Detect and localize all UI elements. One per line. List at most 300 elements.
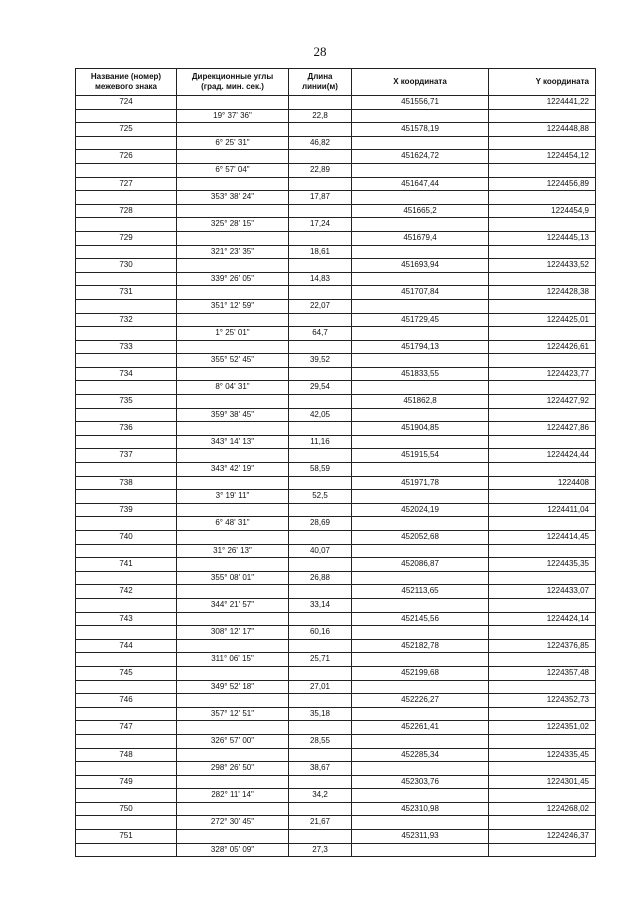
line-length-cell: 34,2 [289,789,352,803]
table-row-segment [76,218,596,232]
line-length-cell: 39,52 [289,354,352,368]
empty-name-cell [76,517,177,531]
table-row-segment [76,435,596,449]
empty-x-cell [352,408,489,422]
point-name-cell: 736 [76,422,177,436]
table-row-point [76,639,596,653]
empty-name-cell [76,734,177,748]
empty-angle-cell [177,531,289,545]
empty-x-cell [352,381,489,395]
point-name-cell: 731 [76,286,177,300]
table-row-segment [76,571,596,585]
line-length-cell: 25,71 [289,653,352,667]
table-row-segment [76,598,596,612]
table-row-point [76,286,596,300]
empty-y-cell [489,680,596,694]
y-coordinate-cell: 1224448,88 [489,123,596,137]
header-point-name: Название (номер) межевого знака [76,69,177,96]
direction-angle-cell: 1° 25' 01" [177,327,289,341]
x-coordinate-cell: 452310,98 [352,802,489,816]
empty-x-cell [352,816,489,830]
empty-x-cell [352,598,489,612]
empty-x-cell [352,789,489,803]
x-coordinate-cell: 451693,94 [352,259,489,273]
empty-y-cell [489,789,596,803]
empty-name-cell [76,354,177,368]
y-coordinate-cell: 1224427,92 [489,395,596,409]
table-row-point [76,96,596,110]
empty-x-cell [352,191,489,205]
empty-length-cell [289,694,352,708]
line-length-cell: 27,3 [289,843,352,857]
y-coordinate-cell: 1224424,14 [489,612,596,626]
table-row-point [76,830,596,844]
y-coordinate-cell: 1224423,77 [489,367,596,381]
x-coordinate-cell: 451679,4 [352,231,489,245]
line-length-cell: 33,14 [289,598,352,612]
empty-name-cell [76,381,177,395]
empty-y-cell [489,626,596,640]
line-length-cell: 40,07 [289,544,352,558]
y-coordinate-cell: 1224433,07 [489,585,596,599]
table-row-segment [76,299,596,313]
x-coordinate-cell: 452052,68 [352,531,489,545]
empty-name-cell [76,680,177,694]
table-row-point [76,123,596,137]
table-row-segment [76,762,596,776]
direction-angle-cell: 343° 14' 13" [177,435,289,449]
y-coordinate-cell: 1224454,12 [489,150,596,164]
table-row-segment [76,653,596,667]
empty-name-cell [76,707,177,721]
empty-angle-cell [177,367,289,381]
empty-name-cell [76,843,177,857]
empty-y-cell [489,354,596,368]
empty-y-cell [489,435,596,449]
table-row-point [76,666,596,680]
table-row-segment [76,381,596,395]
empty-x-cell [352,707,489,721]
empty-x-cell [352,136,489,150]
line-length-cell: 29,54 [289,381,352,395]
empty-length-cell [289,422,352,436]
empty-y-cell [489,272,596,286]
empty-length-cell [289,585,352,599]
empty-angle-cell [177,231,289,245]
x-coordinate-cell: 451624,72 [352,150,489,164]
table-row-segment [76,680,596,694]
empty-length-cell [289,204,352,218]
empty-name-cell [76,272,177,286]
empty-length-cell [289,177,352,191]
empty-y-cell [489,517,596,531]
x-coordinate-cell: 451794,13 [352,340,489,354]
table-row-point [76,367,596,381]
table-row-point [76,313,596,327]
point-name-cell: 724 [76,96,177,110]
empty-y-cell [489,598,596,612]
x-coordinate-cell: 451971,78 [352,476,489,490]
empty-angle-cell [177,748,289,762]
header-direction-angle: Дирекционные углы (град. мин. сек.) [177,69,289,96]
empty-x-cell [352,299,489,313]
empty-y-cell [489,734,596,748]
table-row-point [76,259,596,273]
direction-angle-cell: 351° 12' 59" [177,299,289,313]
table-row-point [76,340,596,354]
direction-angle-cell: 353° 38' 24" [177,191,289,205]
point-name-cell: 749 [76,775,177,789]
empty-y-cell [489,299,596,313]
line-length-cell: 42,05 [289,408,352,422]
line-length-cell: 46,82 [289,136,352,150]
empty-length-cell [289,96,352,110]
empty-y-cell [489,571,596,585]
table-row-segment [76,354,596,368]
x-coordinate-cell: 451707,84 [352,286,489,300]
y-coordinate-cell: 1224425,01 [489,313,596,327]
empty-x-cell [352,490,489,504]
x-coordinate-cell: 451556,71 [352,96,489,110]
table-row-point [76,150,596,164]
line-length-cell: 14,83 [289,272,352,286]
x-coordinate-cell: 452303,76 [352,775,489,789]
direction-angle-cell: 343° 42' 19" [177,463,289,477]
empty-length-cell [289,612,352,626]
table-row-point [76,503,596,517]
empty-angle-cell [177,259,289,273]
point-name-cell: 741 [76,558,177,572]
direction-angle-cell: 325° 28' 15" [177,218,289,232]
table-row-segment [76,816,596,830]
empty-y-cell [489,707,596,721]
boundary-coordinates-table [75,68,596,857]
direction-angle-cell: 282° 11' 14" [177,789,289,803]
x-coordinate-cell: 451833,55 [352,367,489,381]
empty-name-cell [76,245,177,259]
empty-angle-cell [177,639,289,653]
point-name-cell: 746 [76,694,177,708]
empty-x-cell [352,517,489,531]
direction-angle-cell: 359° 38' 45" [177,408,289,422]
y-coordinate-cell: 1224456,89 [489,177,596,191]
table-row-segment [76,626,596,640]
empty-angle-cell [177,476,289,490]
direction-angle-cell: 298° 26' 50" [177,762,289,776]
table-row-segment [76,789,596,803]
empty-length-cell [289,775,352,789]
page-number: 28 [313,44,327,59]
direction-angle-cell: 8° 04' 31" [177,381,289,395]
empty-length-cell [289,367,352,381]
empty-length-cell [289,503,352,517]
empty-name-cell [76,163,177,177]
empty-y-cell [489,544,596,558]
empty-angle-cell [177,612,289,626]
direction-angle-cell: 6° 25' 31" [177,136,289,150]
empty-angle-cell [177,422,289,436]
y-coordinate-cell: 1224268,02 [489,802,596,816]
point-name-cell: 726 [76,150,177,164]
header-x-coordinate: X координата [352,69,489,96]
empty-length-cell [289,802,352,816]
direction-angle-cell: 326° 57' 00" [177,734,289,748]
table-row-point [76,748,596,762]
point-name-cell: 739 [76,503,177,517]
direction-angle-cell: 357° 12' 51" [177,707,289,721]
y-coordinate-cell: 1224424,44 [489,449,596,463]
y-coordinate-cell: 1224433,52 [489,259,596,273]
table-row-segment [76,707,596,721]
line-length-cell: 22,07 [289,299,352,313]
empty-angle-cell [177,721,289,735]
empty-y-cell [489,653,596,667]
line-length-cell: 18,61 [289,245,352,259]
table-row-point [76,395,596,409]
point-name-cell: 734 [76,367,177,381]
line-length-cell: 22,8 [289,109,352,123]
direction-angle-cell: 328° 05' 09" [177,843,289,857]
y-coordinate-cell: 1224411,04 [489,503,596,517]
line-length-cell: 26,88 [289,571,352,585]
table-row-segment [76,163,596,177]
empty-name-cell [76,327,177,341]
table-row-point [76,177,596,191]
empty-x-cell [352,354,489,368]
empty-angle-cell [177,585,289,599]
empty-y-cell [489,381,596,395]
x-coordinate-cell: 452311,93 [352,830,489,844]
table-row-segment [76,517,596,531]
point-name-cell: 748 [76,748,177,762]
x-coordinate-cell: 452182,78 [352,639,489,653]
table-row-segment [76,327,596,341]
x-coordinate-cell: 451862,8 [352,395,489,409]
line-length-cell: 52,5 [289,490,352,504]
x-coordinate-cell: 452226,27 [352,694,489,708]
empty-angle-cell [177,313,289,327]
x-coordinate-cell: 452086,87 [352,558,489,572]
empty-x-cell [352,163,489,177]
empty-length-cell [289,123,352,137]
y-coordinate-cell: 1224454,9 [489,204,596,218]
table-row-point [76,694,596,708]
table-row-point [76,721,596,735]
direction-angle-cell: 308° 12' 17" [177,626,289,640]
table-row-segment [76,490,596,504]
empty-y-cell [489,163,596,177]
empty-length-cell [289,639,352,653]
y-coordinate-cell: 1224357,48 [489,666,596,680]
empty-length-cell [289,476,352,490]
direction-angle-cell: 6° 48' 31" [177,517,289,531]
table-row-segment [76,408,596,422]
empty-x-cell [352,109,489,123]
table-row-segment [76,734,596,748]
empty-y-cell [489,843,596,857]
point-name-cell: 740 [76,531,177,545]
y-coordinate-cell: 1224435,35 [489,558,596,572]
direction-angle-cell: 31° 26' 13" [177,544,289,558]
line-length-cell: 22,89 [289,163,352,177]
x-coordinate-cell: 452024,19 [352,503,489,517]
empty-y-cell [489,218,596,232]
table-row-point [76,802,596,816]
empty-name-cell [76,490,177,504]
empty-angle-cell [177,286,289,300]
point-name-cell: 738 [76,476,177,490]
table-row-point [76,422,596,436]
y-coordinate-cell: 1224246,37 [489,830,596,844]
direction-angle-cell: 3° 19' 11" [177,490,289,504]
empty-name-cell [76,299,177,313]
point-name-cell: 729 [76,231,177,245]
table-row-segment [76,544,596,558]
empty-length-cell [289,340,352,354]
table-row-segment [76,272,596,286]
empty-length-cell [289,313,352,327]
empty-length-cell [289,721,352,735]
point-name-cell: 750 [76,802,177,816]
empty-name-cell [76,435,177,449]
point-name-cell: 728 [76,204,177,218]
empty-length-cell [289,449,352,463]
empty-x-cell [352,843,489,857]
table-row-point [76,775,596,789]
x-coordinate-cell: 451904,85 [352,422,489,436]
empty-y-cell [489,327,596,341]
x-coordinate-cell: 451578,19 [352,123,489,137]
y-coordinate-cell: 1224441,22 [489,96,596,110]
direction-angle-cell: 349° 52' 18" [177,680,289,694]
empty-x-cell [352,272,489,286]
empty-x-cell [352,218,489,232]
table-header-row [76,69,596,96]
empty-name-cell [76,191,177,205]
header-y-coordinate: Y координата [489,69,596,96]
empty-name-cell [76,218,177,232]
direction-angle-cell: 272° 30' 45" [177,816,289,830]
empty-name-cell [76,408,177,422]
empty-x-cell [352,245,489,259]
empty-length-cell [289,531,352,545]
y-coordinate-cell: 1224427,86 [489,422,596,436]
line-length-cell: 64,7 [289,327,352,341]
table-row-point [76,204,596,218]
y-coordinate-cell: 1224301,45 [489,775,596,789]
line-length-cell: 38,67 [289,762,352,776]
y-coordinate-cell: 1224426,61 [489,340,596,354]
empty-x-cell [352,327,489,341]
empty-length-cell [289,666,352,680]
empty-y-cell [489,191,596,205]
y-coordinate-cell: 1224376,85 [489,639,596,653]
empty-angle-cell [177,694,289,708]
empty-angle-cell [177,830,289,844]
empty-name-cell [76,544,177,558]
line-length-cell: 58,59 [289,463,352,477]
line-length-cell: 11,16 [289,435,352,449]
direction-angle-cell: 355° 08' 01" [177,571,289,585]
empty-angle-cell [177,96,289,110]
empty-x-cell [352,544,489,558]
point-name-cell: 745 [76,666,177,680]
empty-name-cell [76,463,177,477]
empty-angle-cell [177,340,289,354]
table-row-point [76,585,596,599]
empty-length-cell [289,395,352,409]
empty-y-cell [489,816,596,830]
direction-angle-cell: 339° 26' 05" [177,272,289,286]
empty-angle-cell [177,177,289,191]
empty-x-cell [352,463,489,477]
empty-length-cell [289,748,352,762]
y-coordinate-cell: 1224408 [489,476,596,490]
empty-angle-cell [177,449,289,463]
empty-angle-cell [177,558,289,572]
x-coordinate-cell: 452285,34 [352,748,489,762]
line-length-cell: 28,69 [289,517,352,531]
empty-name-cell [76,571,177,585]
empty-length-cell [289,150,352,164]
line-length-cell: 60,16 [289,626,352,640]
point-name-cell: 751 [76,830,177,844]
point-name-cell: 735 [76,395,177,409]
table-row-segment [76,191,596,205]
empty-y-cell [489,245,596,259]
line-length-cell: 17,24 [289,218,352,232]
x-coordinate-cell: 451915,54 [352,449,489,463]
line-length-cell: 17,87 [289,191,352,205]
empty-length-cell [289,259,352,273]
table-row-segment [76,463,596,477]
point-name-cell: 744 [76,639,177,653]
line-length-cell: 28,55 [289,734,352,748]
table-row-point [76,449,596,463]
empty-length-cell [289,231,352,245]
empty-angle-cell [177,802,289,816]
table-row-segment [76,136,596,150]
table-row-segment [76,843,596,857]
empty-x-cell [352,626,489,640]
empty-length-cell [289,830,352,844]
table-row-point [76,612,596,626]
empty-y-cell [489,408,596,422]
table-row-point [76,531,596,545]
direction-angle-cell: 19° 37' 36" [177,109,289,123]
point-name-cell: 737 [76,449,177,463]
empty-y-cell [489,136,596,150]
point-name-cell: 743 [76,612,177,626]
table-row-segment [76,109,596,123]
empty-x-cell [352,571,489,585]
x-coordinate-cell: 452113,65 [352,585,489,599]
point-name-cell: 742 [76,585,177,599]
line-length-cell: 35,18 [289,707,352,721]
point-name-cell: 732 [76,313,177,327]
empty-angle-cell [177,775,289,789]
point-name-cell: 747 [76,721,177,735]
direction-angle-cell: 6° 57' 04" [177,163,289,177]
empty-name-cell [76,109,177,123]
empty-y-cell [489,109,596,123]
y-coordinate-cell: 1224352,73 [489,694,596,708]
empty-y-cell [489,463,596,477]
empty-angle-cell [177,503,289,517]
direction-angle-cell: 311° 06' 15" [177,653,289,667]
point-name-cell: 733 [76,340,177,354]
empty-angle-cell [177,395,289,409]
